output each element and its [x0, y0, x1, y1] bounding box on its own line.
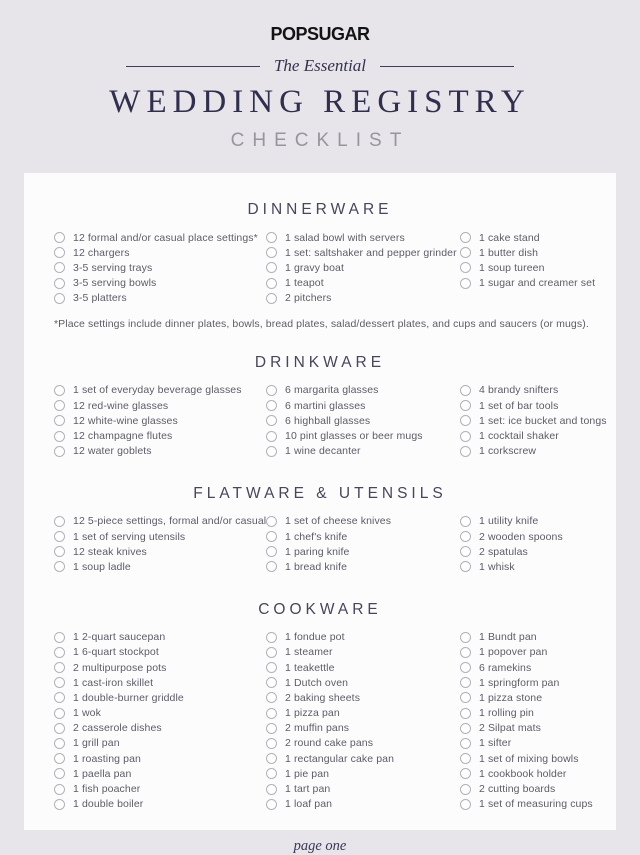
checkbox-circle[interactable]: [266, 708, 277, 719]
checklist-item-label: 1 paring knife: [285, 545, 350, 558]
checklist-item-label: 1 set of everyday beverage glasses: [73, 384, 242, 397]
checklist-item: [460, 708, 616, 719]
checklist-item: [54, 431, 266, 442]
checklist-item: [266, 677, 460, 688]
section-title: DRINKWARE: [254, 353, 386, 371]
checklist-item: [460, 446, 616, 457]
checkbox-circle[interactable]: [460, 784, 471, 795]
checkbox-circle[interactable]: [460, 262, 471, 273]
checkbox-circle[interactable]: [266, 446, 277, 457]
column: [266, 385, 460, 461]
checkbox-circle[interactable]: [460, 768, 471, 779]
checklist-item: [54, 247, 266, 258]
checkbox-circle[interactable]: [266, 516, 277, 527]
checkbox-circle[interactable]: [266, 768, 277, 779]
checklist-item-label: 1 pizza pan: [285, 707, 340, 720]
checklist-item-label: 2 casserole dishes: [73, 722, 162, 735]
checklist-item-label: 6 martini glasses: [285, 399, 366, 412]
checklist-item-label: 12 steak knives: [73, 545, 147, 558]
checklist-item: [460, 232, 616, 243]
checklist-item-label: 1 cookbook holder: [479, 767, 567, 780]
checklist-item-label: 1 springform pan: [479, 676, 560, 689]
checklist-item-label: 1 loaf pan: [285, 798, 333, 811]
checklist-item-label: 3-5 serving bowls: [73, 277, 157, 290]
checklist-item-label: 1 set: ice bucket and tongs: [479, 414, 607, 427]
checklist-item-label: 1 gravy boat: [285, 261, 344, 274]
checklist-item: [460, 647, 616, 658]
checkbox-circle[interactable]: [54, 708, 65, 719]
section-title: DINNERWARE: [247, 201, 393, 218]
checkbox-circle[interactable]: [54, 753, 65, 764]
checkbox-circle[interactable]: [54, 692, 65, 703]
checkbox-circle[interactable]: [266, 385, 277, 396]
checkbox-circle[interactable]: [460, 677, 471, 688]
checklist-item: [266, 400, 460, 411]
checklist-item-label: 1 tart pan: [285, 783, 331, 795]
checklist-item-label: 4 brandy snifters: [479, 384, 559, 397]
checklist-item-label: 1 set: saltshaker and pepper grinder: [285, 246, 457, 259]
checklist-item-label: 1 chef's knife: [285, 530, 348, 543]
checklist-item: [54, 385, 266, 396]
checkbox-circle[interactable]: [266, 561, 277, 572]
checkbox-circle[interactable]: [54, 632, 65, 643]
checkbox-circle[interactable]: [266, 723, 277, 734]
page-title: WEDDING REGISTRY: [109, 84, 531, 120]
checklist-item: [266, 561, 460, 572]
checkbox-circle[interactable]: [266, 647, 277, 658]
checklist-item: [54, 692, 266, 703]
checklist-item: [266, 753, 460, 764]
checkbox-circle[interactable]: [460, 247, 471, 258]
checkbox-circle[interactable]: [54, 262, 65, 273]
checklist-item: [460, 531, 616, 542]
checklist-item: [54, 278, 266, 289]
checklist-item: [266, 708, 460, 719]
checkbox-circle[interactable]: [460, 516, 471, 527]
section-columns: [24, 516, 616, 577]
checkbox-circle[interactable]: [460, 708, 471, 719]
checklist-item: [460, 415, 616, 426]
checkbox-circle[interactable]: [54, 415, 65, 426]
checklist-item: [266, 431, 460, 442]
checkbox-circle[interactable]: [266, 262, 277, 273]
checkbox-circle[interactable]: [54, 768, 65, 779]
column: [266, 516, 460, 577]
checkbox-circle[interactable]: [460, 232, 471, 243]
checklist-item: [460, 632, 616, 643]
section-dinnerware: [24, 201, 616, 330]
checklist-item: [54, 799, 266, 810]
checkbox-circle[interactable]: [266, 232, 277, 243]
checklist-item-label: 1 sifter: [479, 737, 512, 750]
checkbox-circle[interactable]: [54, 293, 65, 304]
checkbox-circle[interactable]: [266, 293, 277, 304]
checklist-item-label: 1 set of mixing bowls: [479, 752, 579, 765]
column: [460, 516, 616, 577]
checkbox-circle[interactable]: [266, 784, 277, 795]
checklist-item-label: 2 multipurpose pots: [73, 661, 167, 674]
page-number: page one: [293, 837, 347, 854]
checkbox-circle[interactable]: [54, 247, 65, 258]
checklist-item-label: 2 spatulas: [479, 545, 528, 558]
checklist-item: [266, 768, 460, 779]
checklist-item: [54, 232, 266, 243]
popsugar-logo: POPSUGAR: [270, 24, 370, 44]
checkbox-circle[interactable]: [54, 385, 65, 396]
checklist-item-label: 1 6-quart stockpot: [73, 646, 159, 659]
checklist-item: [266, 446, 460, 457]
checkbox-circle[interactable]: [54, 546, 65, 557]
column: [460, 232, 616, 308]
checklist-item: [54, 768, 266, 779]
checkbox-circle[interactable]: [266, 677, 277, 688]
checkbox-circle[interactable]: [266, 738, 277, 749]
checklist-item-label: 1 2-quart saucepan: [73, 631, 166, 644]
checkbox-circle[interactable]: [460, 415, 471, 426]
checklist-item: [54, 516, 266, 527]
checklist-card: [24, 173, 616, 830]
header: [0, 0, 640, 152]
checklist-item: [266, 516, 460, 527]
checklist-item: [266, 723, 460, 734]
checklist-item-label: 1 wine decanter: [285, 445, 361, 458]
checklist-item-label: 1 Dutch oven: [285, 676, 349, 689]
checklist-item-label: 6 ramekins: [479, 661, 532, 674]
checklist-item-label: 2 baking sheets: [285, 691, 361, 704]
checklist-item-label: 1 wok: [73, 707, 101, 720]
checklist-item-label: 6 highball glasses: [285, 414, 371, 427]
divider-line-left: [126, 66, 260, 67]
section-columns: [24, 232, 616, 308]
checklist-item: [460, 753, 616, 764]
checklist-item-label: 1 rectangular cake pan: [285, 752, 395, 765]
checklist-item-label: 1 set of cheese knives: [285, 515, 392, 528]
checkbox-circle[interactable]: [266, 431, 277, 442]
checklist-item: [460, 561, 616, 572]
checkbox-circle[interactable]: [54, 723, 65, 734]
checklist-item-label: 12 formal and/or casual place settings*: [73, 231, 258, 244]
checklist-item: [54, 784, 266, 795]
checkbox-circle[interactable]: [460, 446, 471, 457]
column: [54, 632, 266, 814]
divider-line-right: [380, 66, 514, 67]
checkbox-circle[interactable]: [54, 647, 65, 658]
checklist-item: [460, 692, 616, 703]
section-title: COOKWARE: [258, 600, 382, 618]
checklist-item-label: 1 utility knife: [479, 515, 539, 528]
checklist-item-label: 2 pitchers: [285, 292, 332, 305]
section-drinkware: [24, 354, 616, 461]
checklist-item-label: 1 popover pan: [479, 646, 548, 659]
checkbox-circle[interactable]: [54, 278, 65, 289]
column: [266, 632, 460, 814]
checklist-item-label: 1 sugar and creamer set: [479, 277, 596, 290]
checklist-item-label: 12 water goblets: [73, 445, 152, 458]
checklist-item: [460, 278, 616, 289]
checklist-item: [266, 546, 460, 557]
checklist-item: [54, 662, 266, 673]
checklist-item-label: 1 paella pan: [73, 767, 132, 780]
checklist-item: [266, 278, 460, 289]
checklist-item-label: 12 white-wine glasses: [73, 414, 178, 427]
checklist-item-label: 1 cast-iron skillet: [73, 676, 154, 689]
checklist-item-label: 1 roasting pan: [73, 752, 141, 765]
checklist-item-label: 1 teakettle: [285, 661, 335, 674]
checkbox-circle[interactable]: [460, 400, 471, 411]
column: [460, 385, 616, 461]
checkbox-circle[interactable]: [54, 784, 65, 795]
checklist-item: [460, 677, 616, 688]
checkbox-circle[interactable]: [460, 753, 471, 764]
checklist-item: [266, 293, 460, 304]
checklist-item-label: 1 teapot: [285, 277, 324, 290]
checklist-item-label: 12 chargers: [73, 246, 130, 259]
checklist-item-label: 12 red-wine glasses: [73, 399, 169, 412]
checklist-item: [460, 738, 616, 749]
checkbox-circle[interactable]: [266, 546, 277, 557]
column: [460, 632, 616, 814]
checklist-item: [54, 708, 266, 719]
section-title: FLATWARE & UTENSILS: [193, 484, 447, 502]
place-settings-footnote: *Place settings include dinner plates, bowls, bread plates, salad/dessert plates, and cups and saucers (or mugs).: [54, 317, 589, 330]
column: [54, 385, 266, 461]
checklist-item-label: 1 grill pan: [73, 737, 120, 750]
checklist-item: [266, 262, 460, 273]
checkbox-circle[interactable]: [266, 247, 277, 258]
checklist-item-label: 1 cocktail shaker: [479, 430, 559, 442]
checklist-item-label: 1 whisk: [479, 560, 515, 573]
checkbox-circle[interactable]: [460, 546, 471, 557]
checklist-item: [460, 262, 616, 273]
checklist-item-label: 1 set of bar tools: [479, 399, 559, 412]
checkbox-circle[interactable]: [266, 799, 277, 810]
checklist-item-label: 1 soup ladle: [73, 560, 131, 573]
checklist-item: [54, 546, 266, 557]
checklist-item: [266, 738, 460, 749]
section-columns: [24, 385, 616, 461]
checklist-item-label: 3-5 platters: [73, 292, 127, 305]
checklist-item: [460, 431, 616, 442]
checklist-item-label: 2 round cake pans: [285, 737, 374, 750]
checklist-item: [54, 632, 266, 643]
tagline-row: [126, 56, 514, 76]
column: [54, 232, 266, 308]
checklist-item: [54, 446, 266, 457]
checklist-item-label: 1 set of measuring cups: [479, 798, 593, 811]
checklist-item-label: 1 pie pan: [285, 767, 330, 780]
checkbox-circle[interactable]: [54, 232, 65, 243]
checkbox-circle[interactable]: [460, 278, 471, 289]
checkbox-circle[interactable]: [460, 799, 471, 810]
checklist-item-label: 2 cutting boards: [479, 783, 556, 795]
tagline: The Essential: [273, 56, 367, 75]
checkbox-circle[interactable]: [54, 400, 65, 411]
checklist-item-label: 2 wooden spoons: [479, 530, 563, 543]
checkbox-circle[interactable]: [460, 738, 471, 749]
checklist-item: [266, 232, 460, 243]
checkbox-circle[interactable]: [54, 799, 65, 810]
checkbox-circle[interactable]: [54, 431, 65, 442]
checklist-item: [54, 677, 266, 688]
checkbox-circle[interactable]: [266, 692, 277, 703]
checklist-item: [54, 561, 266, 572]
column: [54, 516, 266, 577]
checklist-item: [266, 647, 460, 658]
checklist-item: [460, 723, 616, 734]
checkbox-circle[interactable]: [266, 400, 277, 411]
sections: [24, 201, 616, 814]
section-flatware-utensils: [24, 485, 616, 577]
checklist-item: [460, 662, 616, 673]
checklist-item-label: 1 rolling pin: [479, 707, 534, 720]
checklist-item-label: 1 double-burner griddle: [73, 691, 184, 704]
checklist-item: [54, 415, 266, 426]
checklist-item-label: 1 Bundt pan: [479, 631, 537, 644]
checkbox-circle[interactable]: [266, 278, 277, 289]
checklist-item-label: 1 pizza stone: [479, 691, 543, 704]
checklist-item-label: 2 Silpat mats: [479, 722, 541, 735]
checkbox-circle[interactable]: [54, 446, 65, 457]
checklist-item: [460, 385, 616, 396]
checklist-item: [460, 768, 616, 779]
checklist-item-label: 1 soup tureen: [479, 261, 545, 274]
checklist-item: [266, 531, 460, 542]
checklist-item: [54, 723, 266, 734]
checkbox-circle[interactable]: [54, 561, 65, 572]
checkbox-circle[interactable]: [460, 662, 471, 673]
checklist-item: [460, 516, 616, 527]
checkbox-circle[interactable]: [460, 692, 471, 703]
checkbox-circle[interactable]: [54, 662, 65, 673]
checklist-item-label: 6 margarita glasses: [285, 384, 379, 397]
checkbox-circle[interactable]: [460, 632, 471, 643]
checkbox-circle[interactable]: [460, 431, 471, 442]
checklist-item-label: 1 cake stand: [479, 231, 540, 244]
checklist-item: [460, 799, 616, 810]
checklist-item-label: 2 muffin pans: [285, 722, 350, 735]
checklist-item-label: 1 butter dish: [479, 246, 539, 259]
checklist-item: [266, 632, 460, 643]
section-columns: [24, 632, 616, 814]
checklist-item: [460, 247, 616, 258]
checklist-item-label: 10 pint glasses or beer mugs: [285, 430, 423, 442]
checklist-item-label: 1 fondue pot: [285, 631, 345, 644]
checkbox-circle[interactable]: [266, 415, 277, 426]
checklist-item: [266, 415, 460, 426]
checklist-item: [54, 262, 266, 273]
checkbox-circle[interactable]: [266, 753, 277, 764]
checkbox-circle[interactable]: [460, 723, 471, 734]
checklist-item: [266, 799, 460, 810]
checkbox-circle[interactable]: [266, 531, 277, 542]
checklist-item: [54, 753, 266, 764]
checklist-item-label: 3-5 serving trays: [73, 261, 153, 274]
checkbox-circle[interactable]: [266, 632, 277, 643]
checklist-item-label: 12 champagne flutes: [73, 430, 173, 442]
checklist-item-label: 1 steamer: [285, 646, 333, 659]
checklist-item-label: 1 double boiler: [73, 798, 144, 811]
checkbox-circle[interactable]: [460, 385, 471, 396]
column: [266, 232, 460, 308]
checklist-item: [460, 400, 616, 411]
checkbox-circle[interactable]: [460, 561, 471, 572]
checklist-item: [54, 531, 266, 542]
checklist-item: [54, 647, 266, 658]
checklist-item: [266, 385, 460, 396]
checkbox-circle[interactable]: [54, 677, 65, 688]
checklist-item: [54, 738, 266, 749]
checkbox-circle[interactable]: [460, 531, 471, 542]
checklist-item-label: 1 corkscrew: [479, 445, 537, 458]
checklist-item-label: 1 fish poacher: [73, 783, 141, 795]
checklist-item: [266, 247, 460, 258]
checklist-item-label: 12 5-piece settings, formal and/or casual: [73, 515, 267, 528]
checkbox-circle[interactable]: [54, 516, 65, 527]
checklist-item: [266, 662, 460, 673]
checklist-item: [266, 692, 460, 703]
page-subtitle: CHECKLIST: [230, 130, 410, 151]
checkbox-circle[interactable]: [54, 531, 65, 542]
checklist-item: [266, 784, 460, 795]
checklist-item-label: 1 salad bowl with servers: [285, 231, 405, 244]
checklist-item-label: 1 bread knife: [285, 560, 348, 573]
checklist-item: [460, 784, 616, 795]
checklist-item: [54, 400, 266, 411]
checkbox-circle[interactable]: [460, 647, 471, 658]
checkbox-circle[interactable]: [54, 738, 65, 749]
checklist-item: [54, 293, 266, 304]
section-cookware: [24, 601, 616, 814]
checklist-item-label: 1 set of serving utensils: [73, 530, 186, 543]
checkbox-circle[interactable]: [266, 662, 277, 673]
checklist-item: [460, 546, 616, 557]
